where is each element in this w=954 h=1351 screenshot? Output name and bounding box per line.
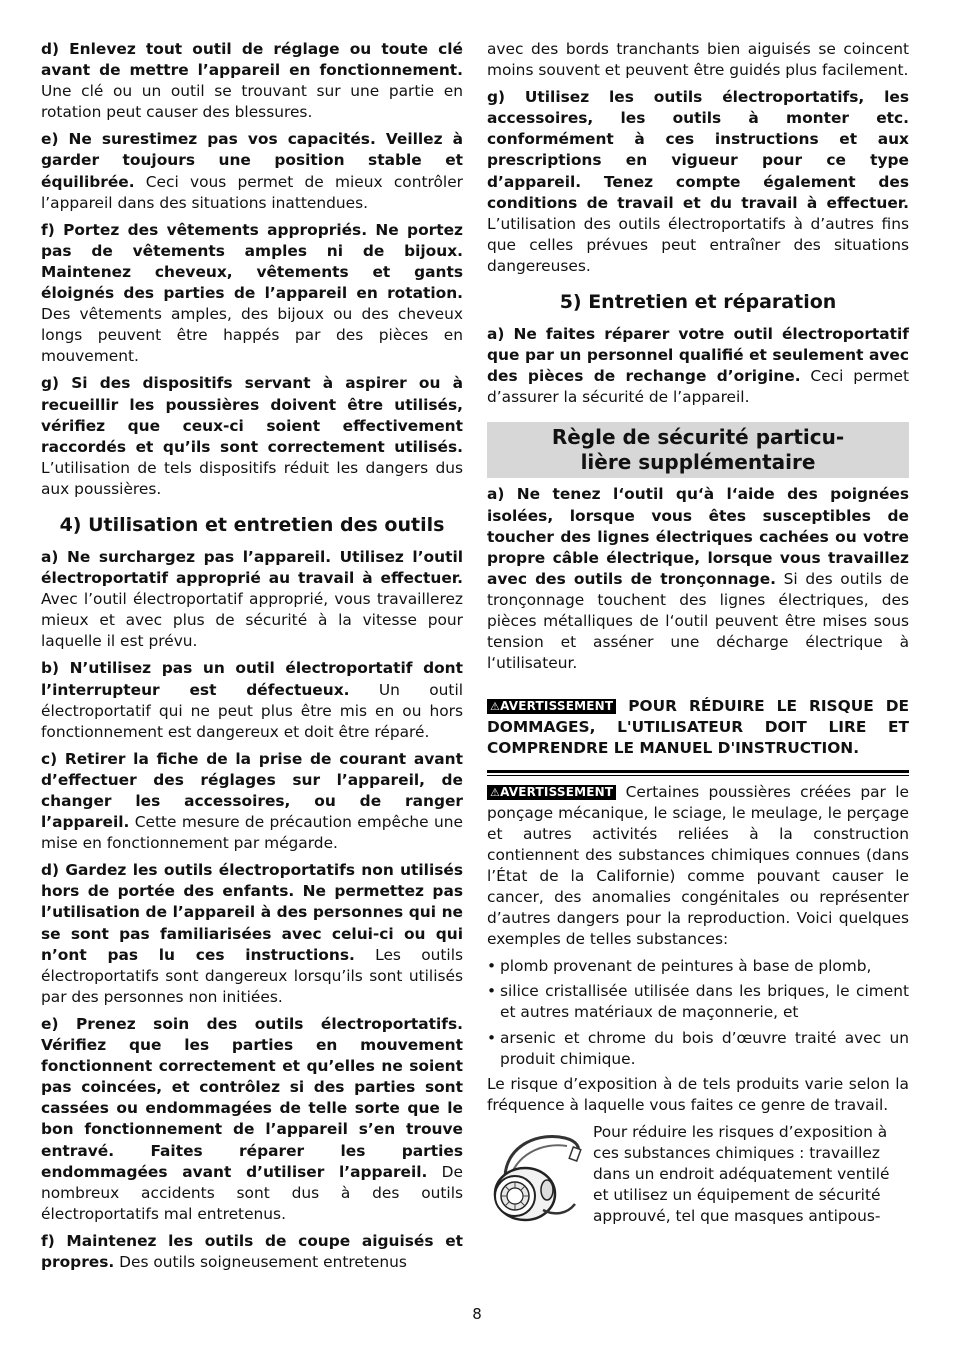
warning-read-manual <box>487 696 909 759</box>
warning-triangle-icon: ⚠ <box>490 785 501 799</box>
paragraph <box>487 87 909 277</box>
paragraph: Le risque d’exposition à de tels produits varie selon la fréquence à laquelle vous faites ce genre de travail. <box>487 1074 909 1114</box>
paragraph <box>487 324 909 408</box>
paragraph-text: Les outils électroportatifs sont dangereux lorsqu’ils sont utilisés par des personnes non initiées. <box>41 945 463 1006</box>
paragraph <box>487 39 909 81</box>
paragraph <box>487 484 909 674</box>
paragraph <box>41 860 463 1008</box>
left-column <box>41 39 463 1279</box>
mask-text: Pour réduire les risques d’exposition à ces substances chimiques : travaillez dans un endroit adéquatement ventilé et utilisez un équipement de sécurité approuvé, tel que masques antipous- <box>593 1122 890 1226</box>
warning-triangle-icon: ⚠ <box>490 700 501 714</box>
list-item: • plomb provenant de peintures à base de plomb, <box>487 956 909 977</box>
warning-badge <box>487 699 616 714</box>
paragraph-bold: f) Maintenez les outils de coupe aiguisés et propres. <box>41 1231 463 1271</box>
paragraph-text: Des vêtements amples, des bijoux ou des cheveux longs peuvent être happés par des pièces en mouvement. <box>41 305 463 366</box>
paragraph-bold: d) Enlevez tout outil de réglage ou toute clé avant de mettre l’appareil en fonctionnement. <box>41 40 463 80</box>
paragraph-text: De nombreux accidents sont dus à des outils électroportatifs mal entretenus. <box>41 1162 463 1223</box>
banner-line: Règle de sécurité particu- <box>551 425 845 450</box>
section-heading: 5) Entretien et réparation <box>559 291 837 314</box>
paragraph <box>41 658 463 742</box>
warning-badge-label: AVERTISSEMENT <box>500 784 614 799</box>
paragraph <box>41 129 463 213</box>
paragraph-bold: e) Prenez soin des outils électroportatifs. Vérifiez que les parties en mouvement fonctionnent correctement et qu’elles ne soient pas coincées, et contrôlez si des parties sont cassées ou endommagées de telle sorte que le bon fonctionnement de l’appareil s’en trouve entravé. Faites réparer les parties endommagées avant d’utiliser l’appareil. <box>41 1014 463 1181</box>
paragraph-bold: a) Ne surchargez pas l’appareil. Utilisez l’outil électroportatif approprié au travail à effectuer. <box>41 547 463 588</box>
paragraph <box>41 1014 463 1225</box>
left-paragraphs-a <box>41 39 463 500</box>
list-item: • arsenic et chrome du bois d’œuvre traité avec un produit chimique. <box>487 1028 909 1070</box>
respirator-mask-icon <box>487 1124 589 1224</box>
paragraph-bold: g) Si des dispositifs servant à aspirer ou à recueillir les poussières doivent être utilisés, vérifiez que ceux-ci soient effectivement raccordés et qu’ils sont correctement utilisés. <box>41 374 463 456</box>
paragraph-text: Ceci vous permet de mieux contrôler l’appareil dans des situations inattendues. <box>41 172 463 212</box>
paragraph-text: Un outil électroportatif qui ne peut plus être mis en ou hors fonctionnement est dangereux et doit être réparé. <box>41 680 464 741</box>
paragraph <box>41 39 463 123</box>
divider <box>487 770 909 776</box>
paragraph-text: L’utilisation des outils électroportatifs à d’autres fins que celles prévues peut entraîner des situations dangereuses. <box>487 214 909 275</box>
paragraph <box>41 1231 463 1273</box>
safety-rule-banner <box>487 422 909 478</box>
page-number: 8 <box>472 1305 482 1323</box>
left-paragraphs-b <box>41 547 463 1273</box>
paragraph-bold: a) Ne tenez l‘outil qu‘à l‘aide des poignées isolées, lorsque vous êtes susceptibles de toucher des lignes électriques cachées ou votre propre câble électrique, lorsque vous travaillez avec des outils de tronçonnage. <box>487 485 909 588</box>
paragraph-bold: g) Utilisez les outils électroportatifs, les accessoires, les outils à monter etc. conformément à ces instructions et aux prescriptions en vigueur pour ce type d’appareil. Tenez compte également des conditions de travail et du travail à effectuer. <box>487 88 909 212</box>
paragraph-text: Certaines poussières créées par le ponçage mécanique, le sciage, le meulage, le perçage et autres activités reliées à la construction contiennent des substances chimiques connues (dans l’État de la Californie) comme pouvant causer le cancer, des anomalies congénitales ou représenter d’autres dangers pour la reproduction. Voici quelques exemples de telles substances: <box>487 782 909 949</box>
paragraph-text: Cette mesure de précaution empêche une mise en fonctionnement par mégarde. <box>41 813 463 853</box>
paragraph-bold: f) Portez des vêtements appropriés. Ne portez pas de vêtements amples ni de bijoux. Maintenez cheveux, vêtements et gants éloignés des parties de l’appareil en rotation. <box>41 220 463 303</box>
warning-badge-label: AVERTISSEMENT <box>500 699 614 714</box>
paragraph-text: Avec l’outil électroportatif approprié, vous travaillerez mieux et avec plus de sécurité à la vitesse pour laquelle il est prévu. <box>41 590 463 651</box>
paragraph-text: L’utilisation de tels dispositifs réduit les dangers dus aux poussières. <box>41 458 463 498</box>
paragraph-text: Des outils soigneusement entretenus <box>114 1252 407 1271</box>
paragraph <box>41 220 463 368</box>
paragraph-bold: e) Ne surestimez pas vos capacités. Veillez à garder toujours une position stable et équilibrée. <box>41 130 463 191</box>
paragraph-text: Si des outils de tronçonnage touchent des lignes électriques, des pièces métalliques de l‘outil peuvent être mises sous tension et asséner une décharge électrique à l‘utilisateur. <box>487 569 909 673</box>
paragraph <box>41 749 463 854</box>
right-column <box>487 39 909 1227</box>
paragraph-text: avec des bords tranchants bien aiguisés se coincent moins souvent et peuvent être guidés plus facilement. <box>487 40 909 80</box>
paragraph-bold: a) Ne faites réparer votre outil électroportatif que par un personnel qualifié et seulement avec des pièces de rechange d’origine. <box>487 325 909 386</box>
banner-line: lière supplémentaire <box>580 450 816 475</box>
paragraph-text: Une clé ou un outil se trouvant sur une partie en rotation peut causer des blessures. <box>41 82 463 122</box>
warning-badge <box>487 785 616 800</box>
mask-section <box>487 1122 909 1227</box>
paragraph-bold: c) Retirer la fiche de la prise de courant avant d’effectuer des réglages sur l’appareil, de changer les accessoires, ou de ranger l’appareil. <box>41 749 463 832</box>
paragraph <box>41 547 463 652</box>
substances-list <box>487 956 909 1069</box>
paragraph-text: Ceci permet d’assurer la sécurité de l’appareil. <box>487 367 909 407</box>
paragraph-bold: b) N’utilisez pas un outil électroportatif dont l’interrupteur est défectueux. <box>41 659 463 699</box>
paragraph-bold: d) Gardez les outils électroportatifs non utilisés hors de portée des enfants. Ne permettez pas l’utilisation de l’appareil à des personnes qui ne se sont pas familiarisées avec celui-ci ou qui n’ont pas lu ces instructions. <box>41 861 463 964</box>
paragraph <box>41 373 463 500</box>
warning-caps-text: POUR RÉDUIRE LE RISQUE DE DOMMAGES, L'UTILISATEUR DOIT LIRE ET COMPRENDRE LE MANUEL D'INSTRUCTION. <box>487 697 909 758</box>
list-item: • silice cristallisée utilisée dans les briques, le ciment et autres matériaux de maçonnerie, et <box>487 981 909 1023</box>
warning-dust-paragraph <box>487 782 909 951</box>
section-heading: 4) Utilisation et entretien des outils <box>59 513 445 536</box>
